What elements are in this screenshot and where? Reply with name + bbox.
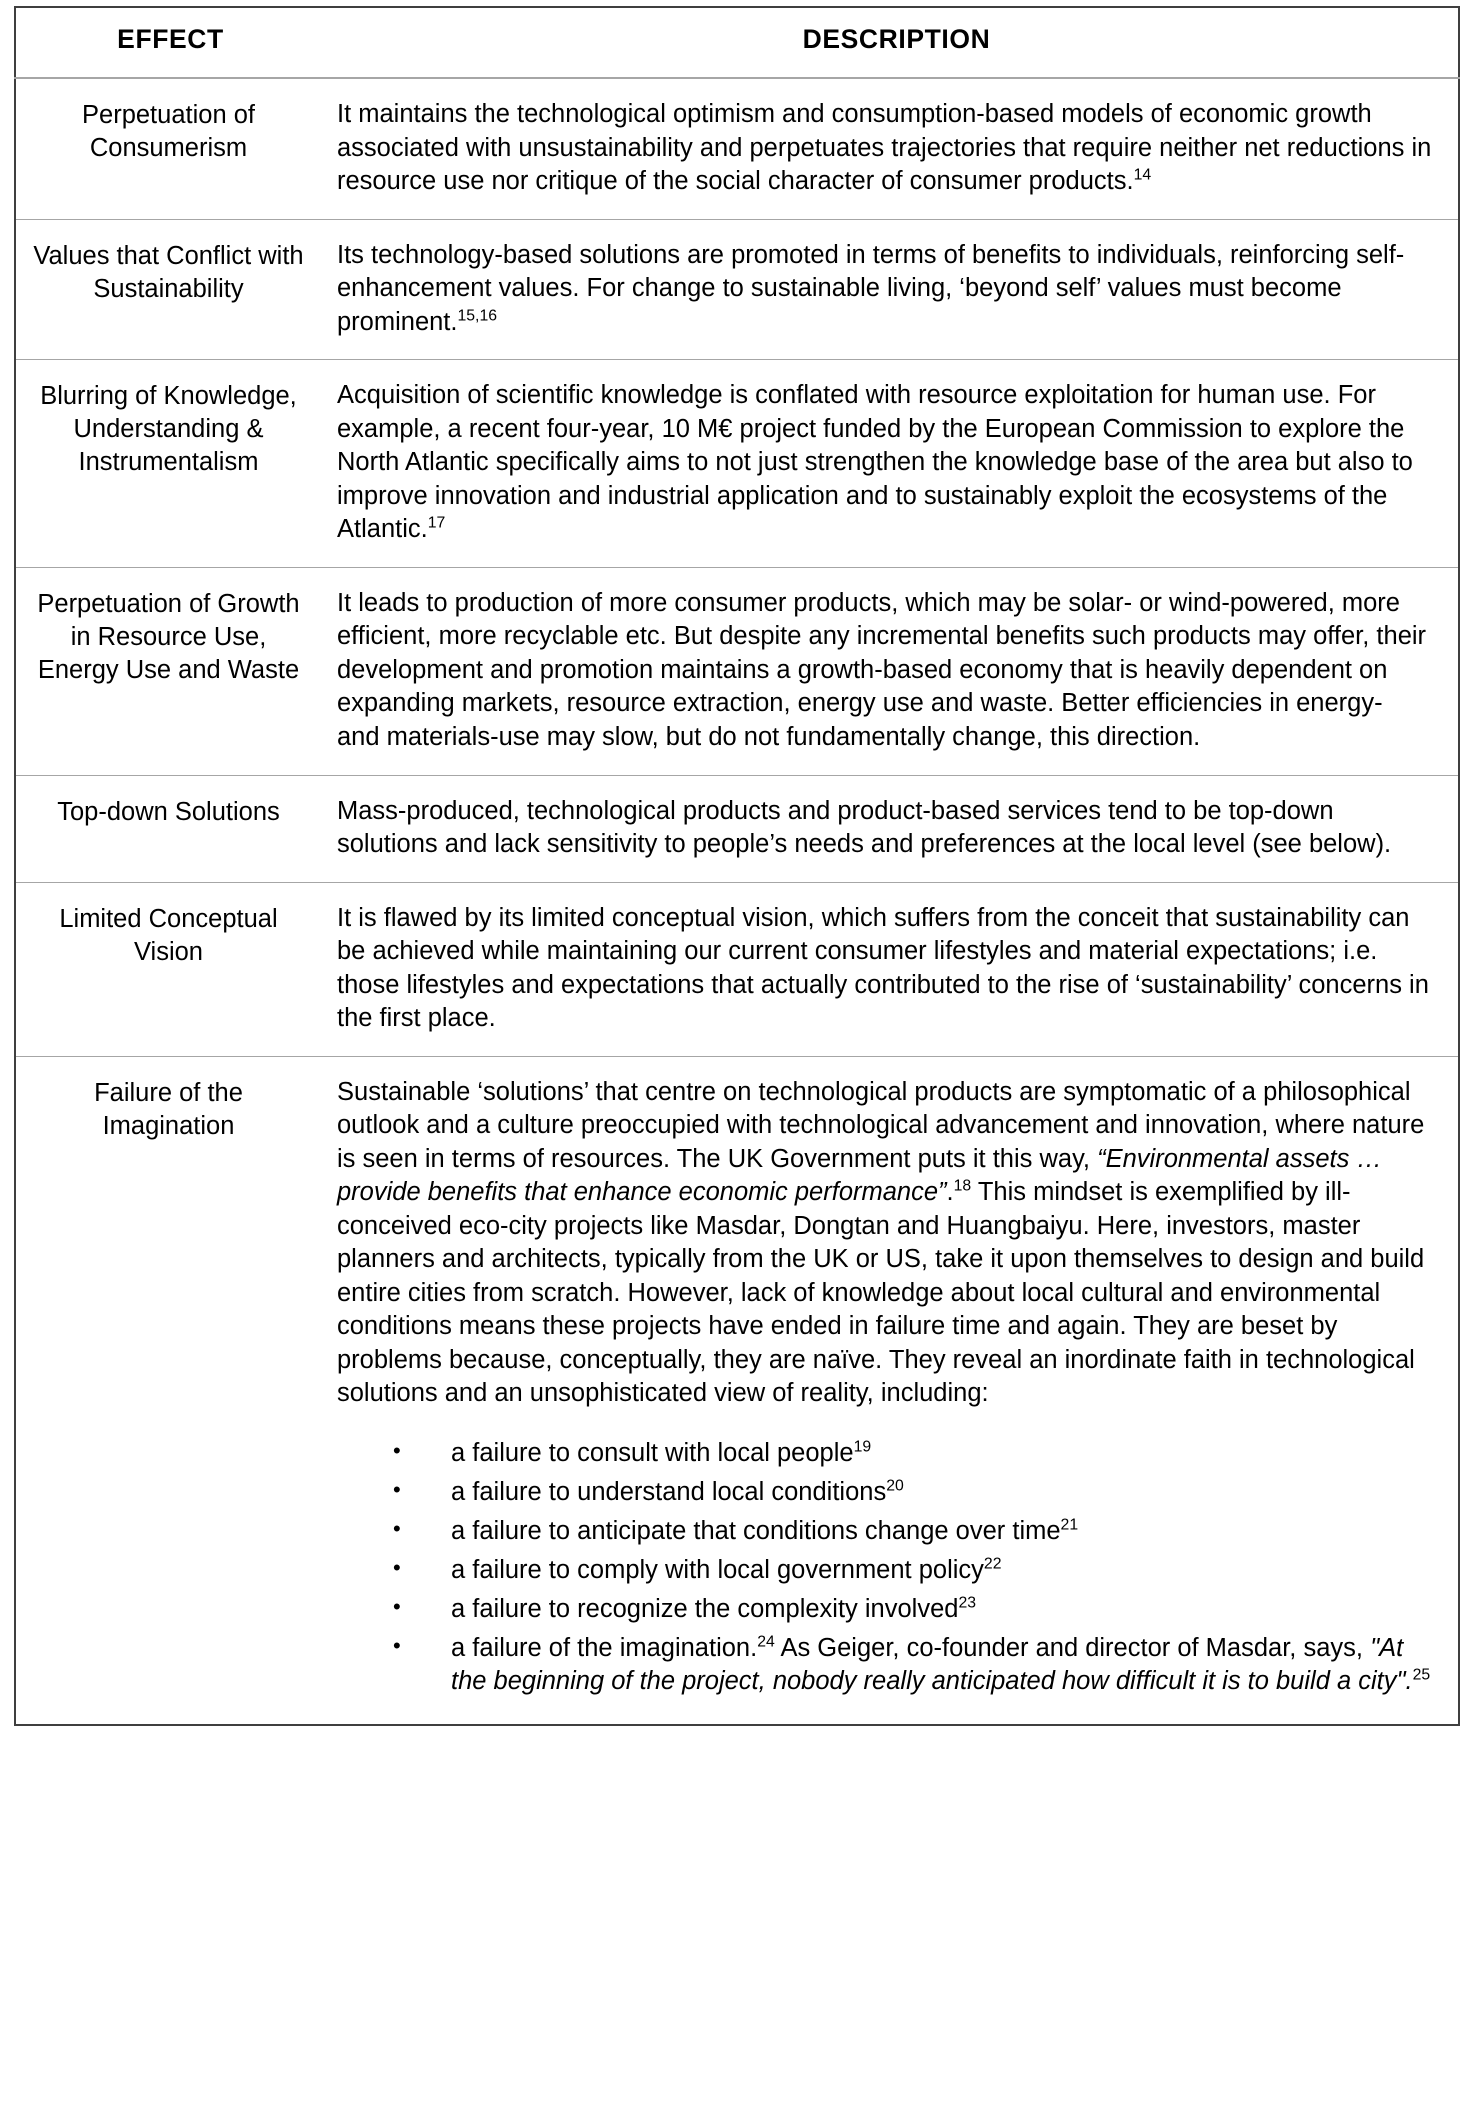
list-item-geiger-quote bbox=[393, 1632, 1432, 1700]
table-row bbox=[15, 219, 1459, 360]
effect-label: Failure of the Imagination bbox=[15, 1056, 325, 1725]
list-item bbox=[393, 1554, 1432, 1588]
failure-list bbox=[337, 1437, 1432, 1699]
effect-label: Top-down Solutions bbox=[15, 775, 325, 882]
bullet-icon: • bbox=[393, 1554, 401, 1580]
geiger-quote: "At the beginning of the project, nobody really anticipated how difficult it is to build a city" bbox=[451, 1633, 1406, 1696]
table-row bbox=[15, 775, 1459, 882]
effect-label: Values that Conflict with Sustainability bbox=[15, 219, 325, 360]
bullet-icon: • bbox=[393, 1632, 401, 1658]
table-header bbox=[15, 7, 1459, 78]
table-header-row bbox=[15, 7, 1459, 78]
description-paragraph bbox=[337, 379, 1432, 547]
column-header-effect: EFFECT bbox=[15, 7, 325, 78]
reference-marker: 15,16 bbox=[457, 307, 498, 325]
geiger-attribution: As Geiger, co-founder and director of Masdar, says, bbox=[774, 1633, 1371, 1662]
bullet-icon: • bbox=[393, 1438, 401, 1463]
list-item-label: a failure of the imagination. bbox=[451, 1633, 758, 1662]
effect-label: Limited Conceptual Vision bbox=[15, 882, 325, 1056]
description-cell bbox=[325, 219, 1459, 360]
table-row bbox=[15, 567, 1459, 775]
list-item-label: a failure to comply with local government policy bbox=[451, 1555, 984, 1584]
reference-marker: 25 bbox=[1412, 1666, 1431, 1684]
table-row bbox=[15, 360, 1459, 568]
reference-marker: 24 bbox=[757, 1633, 775, 1651]
quote-tail: . bbox=[946, 1178, 954, 1207]
table-row bbox=[15, 882, 1459, 1056]
list-item bbox=[393, 1476, 1432, 1510]
table-body bbox=[15, 78, 1459, 1725]
description-cell bbox=[325, 775, 1459, 882]
description-text: Its technology-based solutions are promoted in terms of benefits to individuals, reinforcing self-enhancement values. For change to sustainable living, ‘beyond self’ values must become prominent. bbox=[337, 240, 1405, 336]
reference-marker: 19 bbox=[853, 1438, 872, 1456]
quote-uk-government: “Environmental assets … provide benefits that enhance economic performance” bbox=[337, 1144, 1382, 1207]
list-item bbox=[393, 1437, 1432, 1471]
description-paragraph bbox=[337, 902, 1432, 1036]
description-paragraph bbox=[337, 239, 1432, 340]
reference-marker: 22 bbox=[983, 1555, 1002, 1573]
description-text: Mass-produced, technological products and product-based services tend to be top-down solutions and lack sensitivity to people’s needs and preferences at the local level (see below). bbox=[337, 796, 1392, 859]
description-text: It maintains the technological optimism and consumption-based models of economic growth associated with unsustainability and perpetuates trajectories that require neither net reductions in resource use nor critique of the social character of consumer products. bbox=[337, 100, 1432, 196]
column-header-description: DESCRIPTION bbox=[325, 7, 1459, 78]
list-item-label: a failure to anticipate that conditions change over time bbox=[451, 1516, 1061, 1545]
reference-marker: 17 bbox=[427, 514, 446, 532]
table-row-failure-imagination bbox=[15, 1056, 1459, 1725]
effect-label: Blurring of Knowledge, Understanding & Instrumentalism bbox=[15, 360, 325, 568]
description-paragraph bbox=[337, 795, 1432, 862]
description-paragraph bbox=[337, 98, 1432, 199]
description-text-part2: This mindset is exemplified by ill-conceived eco-city projects like Masdar, Dongtan and Huangbaiyu. Here, investors, master planners and architects, typically from the UK or US, take it upon themselves to design and build entire cities from scratch. However, lack of knowledge about local cultural and environmental conditions means these projects have ended in failure time and again. They are beset by problems because, conceptually, they are naïve. They reveal an inordinate faith in technological solutions and an unsophisticated view of reality, including: bbox=[337, 1178, 1425, 1408]
effect-description-table bbox=[14, 6, 1460, 1726]
description-cell bbox=[325, 567, 1459, 775]
description-text: Acquisition of scientific knowledge is conflated with resource exploitation for human use. For example, a recent four-year, 10 M€ project funded by the European Commission to explore the North Atlantic specifically aims to not just strengthen the knowledge base of the area but also to improve innovation and industrial application and to sustainably exploit the ecosystems of the Atlantic. bbox=[337, 381, 1413, 544]
description-text-part1: Sustainable ‘solutions’ that centre on technological products are symptomatic of a philosophical outlook and a culture preoccupied with technological advancement and innovation, where nature is seen in terms of resources. The UK Government puts it this way, bbox=[337, 1077, 1425, 1173]
reference-marker: 20 bbox=[886, 1477, 904, 1495]
reference-marker: 14 bbox=[1133, 166, 1152, 184]
geiger-quote-tail: . bbox=[1405, 1667, 1413, 1696]
description-paragraph bbox=[337, 587, 1432, 755]
table-row bbox=[15, 78, 1459, 219]
list-item bbox=[393, 1593, 1432, 1627]
bullet-icon: • bbox=[393, 1515, 401, 1541]
list-item-label: a failure to consult with local people bbox=[451, 1439, 854, 1467]
bullet-icon: • bbox=[393, 1593, 401, 1619]
list-item bbox=[393, 1515, 1432, 1549]
description-cell bbox=[325, 78, 1459, 219]
description-cell bbox=[325, 882, 1459, 1056]
description-cell bbox=[325, 360, 1459, 568]
bullet-icon: • bbox=[393, 1476, 401, 1502]
effect-label: Perpetuation of Consumerism bbox=[82, 101, 255, 163]
description-paragraph bbox=[337, 1076, 1432, 1411]
reference-marker: 21 bbox=[1060, 1516, 1079, 1534]
reference-marker: 18 bbox=[953, 1177, 972, 1195]
description-text: It leads to production of more consumer products, which may be solar- or wind-powered, more efficient, more recyclable etc. But despite any incremental benefits such products may offer, their development and promotion maintains a growth-based economy that is heavily dependent on expanding markets, resource extraction, energy use and waste. Better efficiencies in energy- and materials-use may slow, but do not fundamentally change, this direction. bbox=[337, 588, 1427, 751]
list-item-label: a failure to understand local conditions bbox=[451, 1477, 887, 1506]
effect-label: Perpetuation of Growth in Resource Use, Energy Use and Waste bbox=[15, 567, 325, 775]
list-item-label: a failure to recognize the complexity involved bbox=[451, 1594, 959, 1623]
description-cell bbox=[325, 1056, 1459, 1725]
description-text: It is flawed by its limited conceptual vision, which suffers from the conceit that sustainability can be achieved while maintaining our current consumer lifestyles and material expectations; i.e. those lifestyles and expectations that actually contributed to the rise of ‘sustainability’ concerns in the first place. bbox=[337, 903, 1429, 1033]
reference-marker: 23 bbox=[958, 1594, 977, 1612]
